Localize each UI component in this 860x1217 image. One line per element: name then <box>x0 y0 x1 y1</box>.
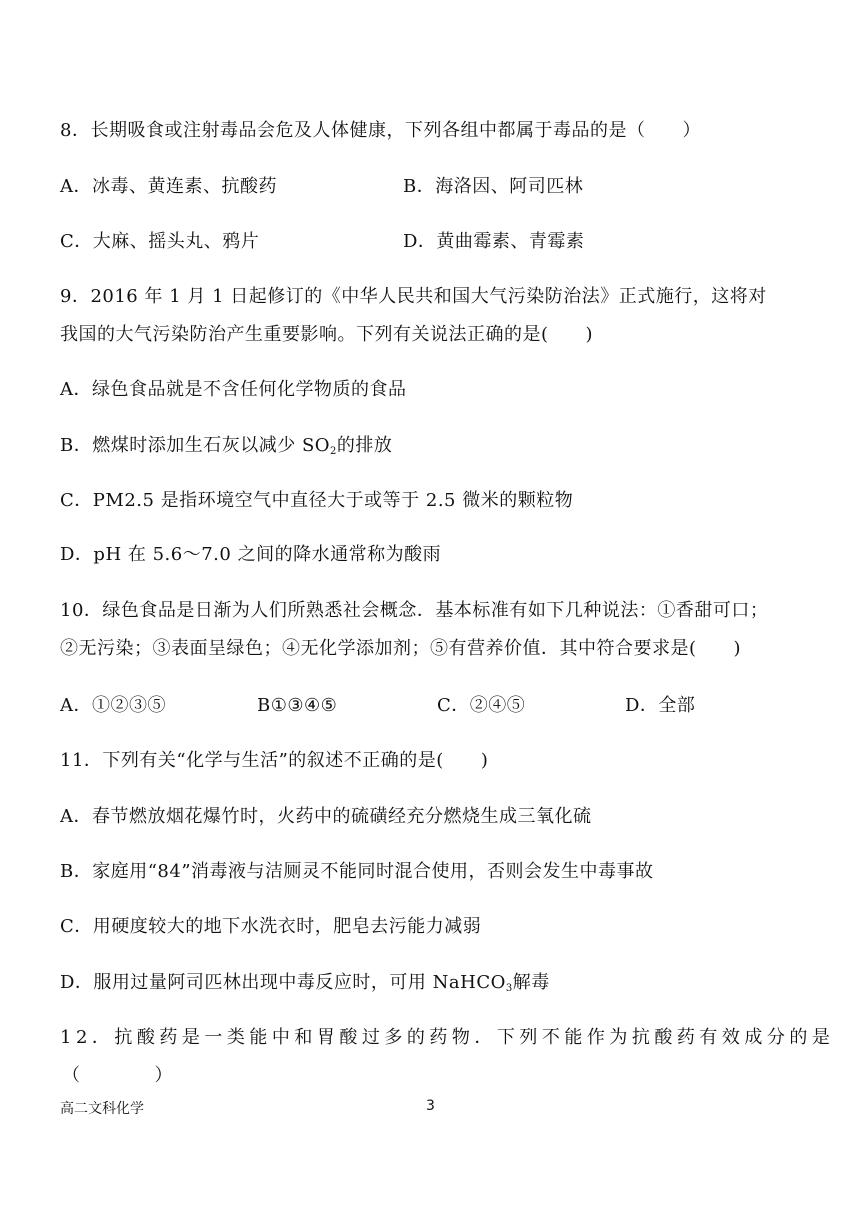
q9-option-b-text-end: 的排放 <box>336 435 393 456</box>
q9-option-a: A．绿色食品就是不含任何化学物质的食品 <box>60 379 407 400</box>
q11-option-d-text: D．服用过量阿司匹林出现中毒反应时，可用 NaHCO <box>60 972 506 993</box>
q9-stem-line1: 9．2016 年 1 月 1 日起修订的《中华人民共和国大气污染防治法》正式施行，这将对 <box>60 286 767 307</box>
q8-option-c: C．大麻、摇头丸、鸦片 <box>60 231 260 252</box>
q10-stem-line2: ②无污染；③表面呈绿色；④无化学添加剂；⑤有营养价值．其中符合要求是( ) <box>60 638 742 659</box>
q10-option-a: A．①②③⑤ <box>60 695 166 716</box>
q11-option-c: C．用硬度较大的地下水洗衣时，肥皂去污能力减弱 <box>60 916 482 937</box>
q12-answer-parentheses: （ ） <box>62 1065 173 1086</box>
footer-page-number: 3 <box>426 1098 435 1114</box>
q11-option-b: B．家庭用“84”消毒液与洁厕灵不能同时混合使用，否则会发生中毒事故 <box>60 861 654 882</box>
q9-option-b-text: B．燃煤时添加生石灰以减少 SO <box>60 435 331 456</box>
q10-option-b: B①③④⑤ <box>257 695 338 716</box>
q11-stem: 11．下列有关“化学与生活”的叙述不正确的是( ) <box>60 750 489 771</box>
q11-option-d <box>60 970 550 1002</box>
q10-option-d: D．全部 <box>625 695 696 716</box>
q8-option-a: A．冰毒、黄连素、抗酸药 <box>60 176 277 197</box>
footer-subject: 高二文科化学 <box>60 1101 144 1117</box>
q9-option-c: C．PM2.5 是指环境空气中直径大于或等于 2.5 微米的颗粒物 <box>60 490 574 511</box>
q8-option-b: B．海洛因、阿司匹林 <box>403 176 584 197</box>
q11-option-d-subscript: 3 <box>505 983 513 994</box>
q9-option-d: D．pH 在 5.6～7.0 之间的降水通常称为酸雨 <box>60 544 442 565</box>
q11-option-d-text-end: 解毒 <box>512 972 550 993</box>
q10-stem-line1: 10．绿色食品是日渐为人们所熟悉社会概念．基本标准有如下几种说法：①香甜可口； <box>60 600 769 621</box>
q8-stem: 8．长期吸食或注射毒品会危及人体健康，下列各组中都属于毒品的是（ ） <box>60 120 701 141</box>
q9-option-b-subscript: 2 <box>330 446 337 457</box>
q9-stem-line2: 我国的大气污染防治产生重要影响。下列有关说法正确的是( ) <box>60 324 594 345</box>
q10-option-c: C．②④⑤ <box>437 695 526 716</box>
q11-option-a: A．春节燃放烟花爆竹时，火药中的硫磺经充分燃烧生成三氧化硫 <box>60 806 592 827</box>
q12-stem: 12．抗酸药是一类能中和胃酸过多的药物．下列不能作为抗酸药有效成分的是 <box>60 1027 835 1048</box>
q9-option-b <box>60 433 392 465</box>
q8-option-d: D．黄曲霉素、青霉素 <box>403 231 585 252</box>
